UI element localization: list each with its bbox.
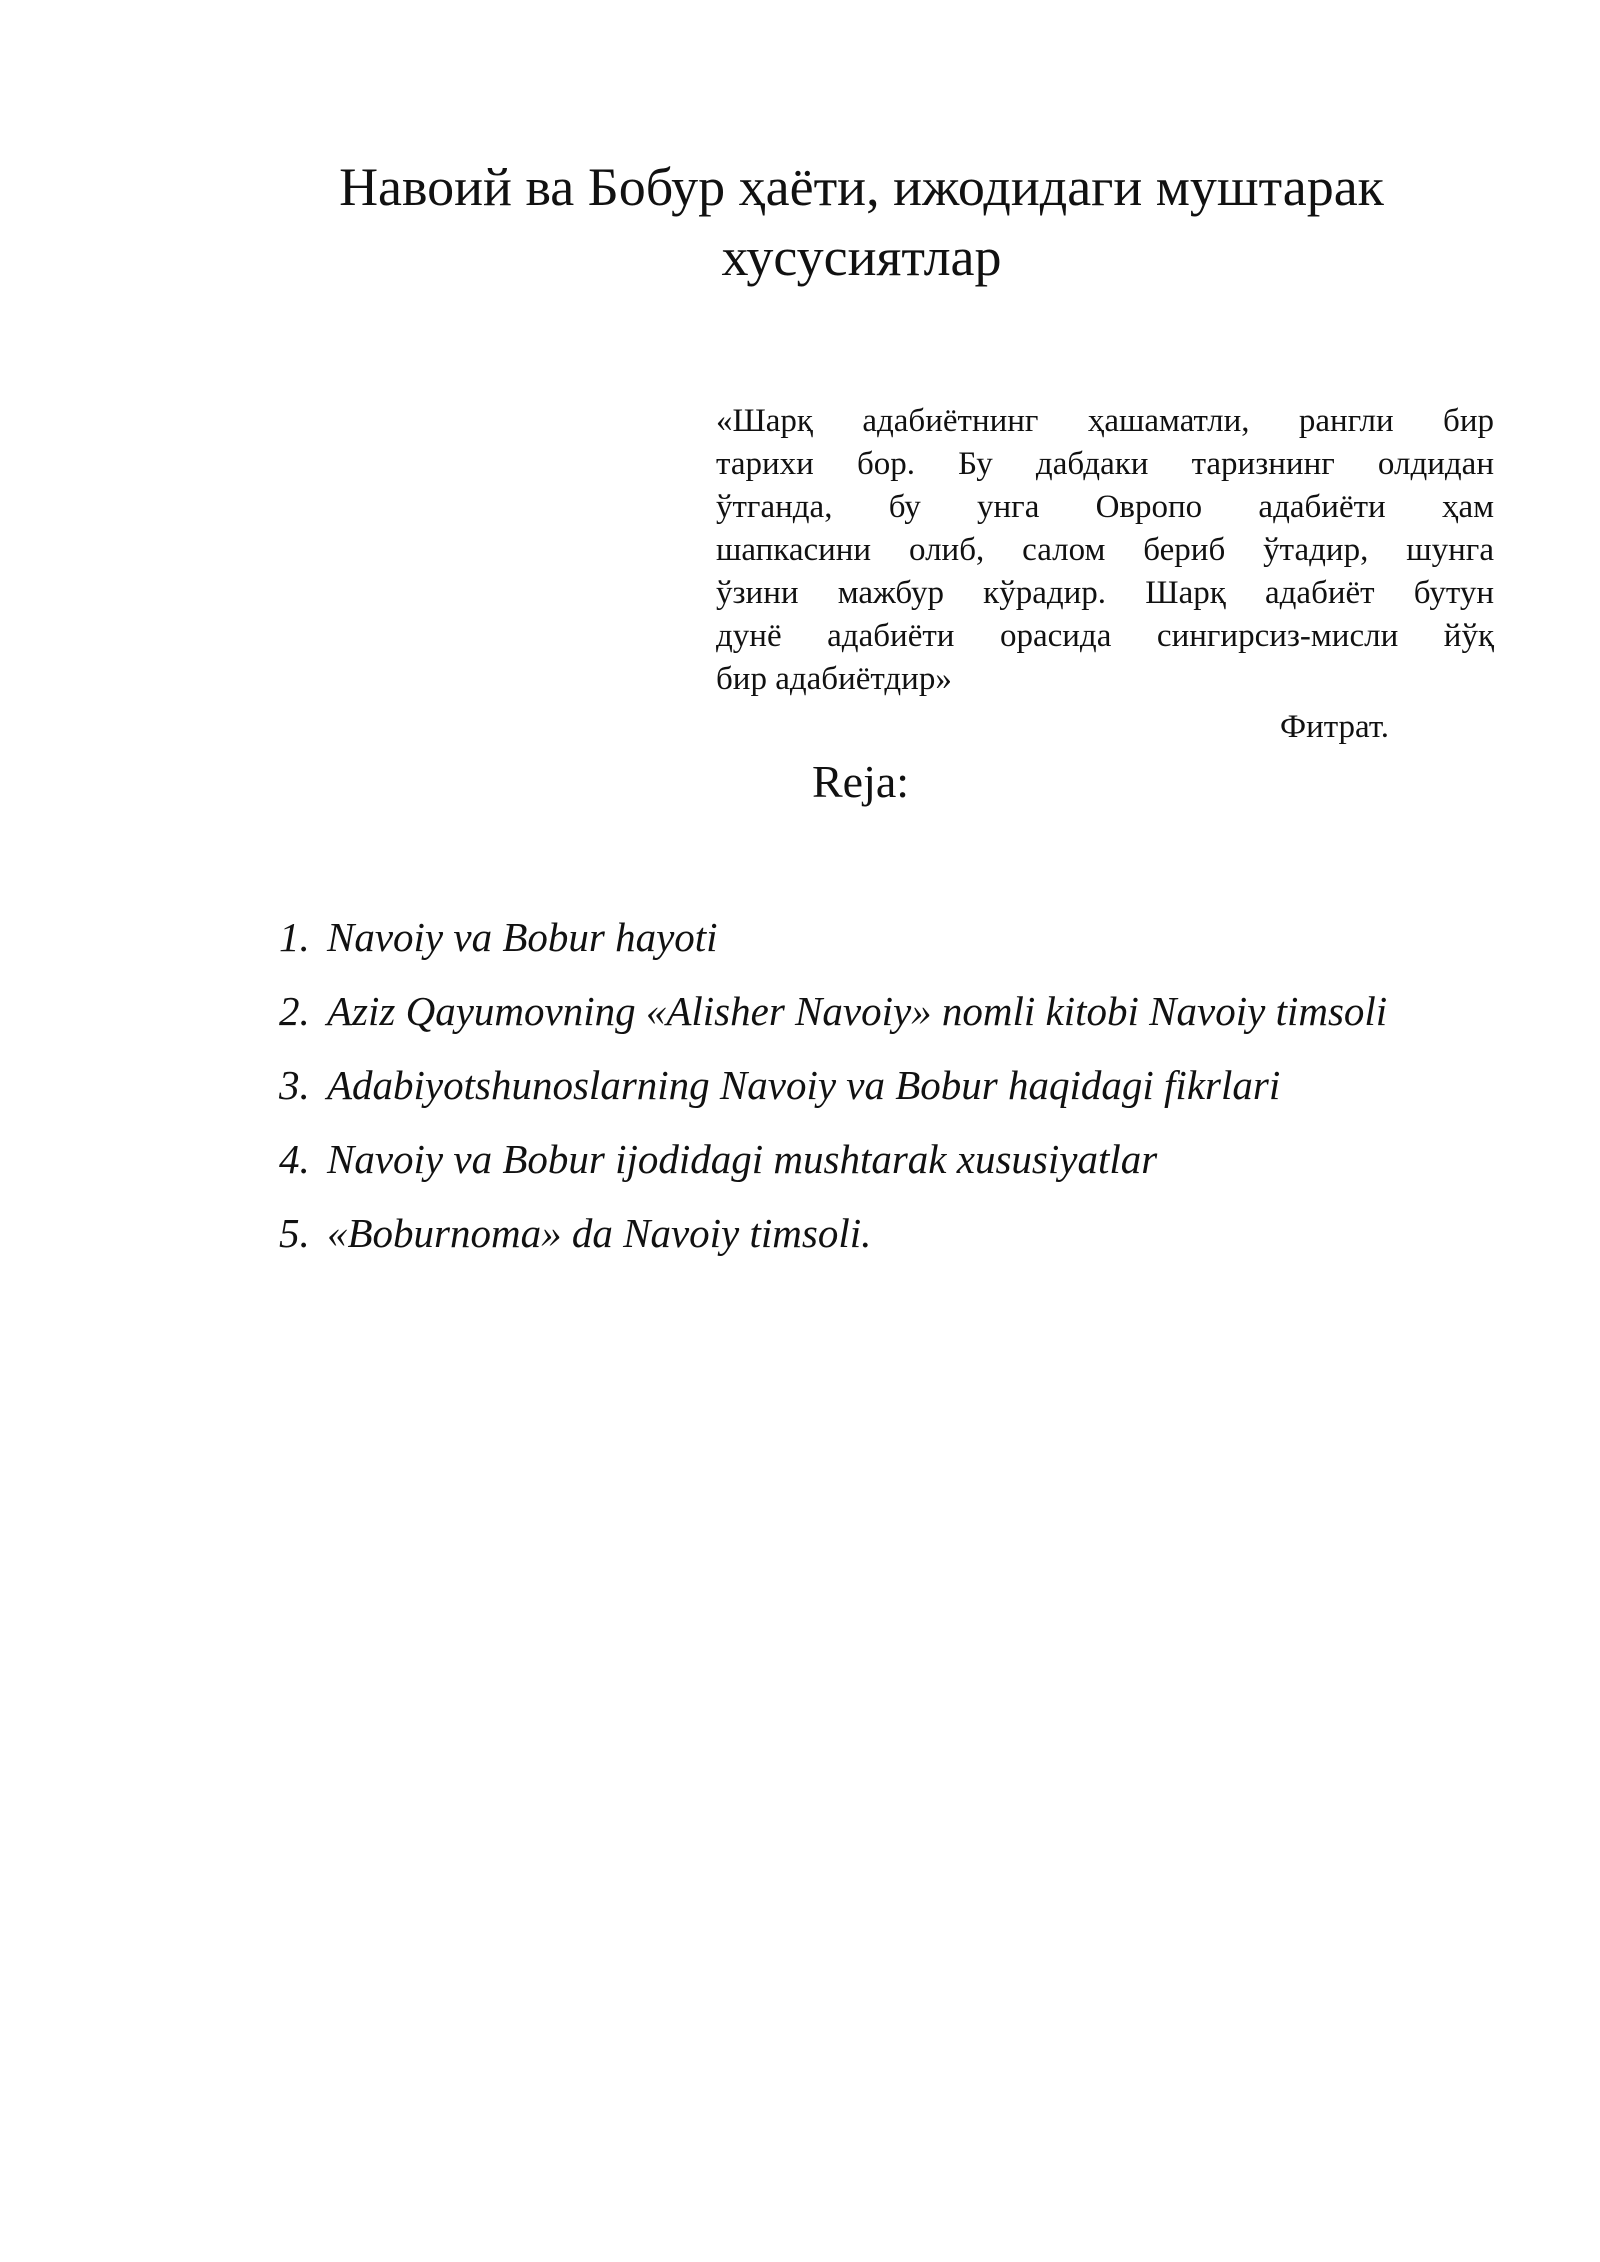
plan-item-number: 5.: [279, 1210, 310, 1256]
plan-item-number: 1.: [279, 914, 310, 960]
document-title: [0, 152, 1600, 292]
plan-item: [279, 912, 1387, 962]
epigraph-line: бир адабиётдир»: [716, 661, 952, 697]
plan-item-number: 3.: [279, 1062, 310, 1108]
plan-item-text: Navoiy va Bobur hayoti: [327, 914, 718, 960]
epigraph-line: дунё адабиёти орасида сингирсиз-мисли йўқ: [716, 618, 1494, 654]
plan-item-text: Aziz Qayumovning «Alisher Navoiy» nomli kitobi Navoiy timsoli: [327, 988, 1388, 1034]
plan-item-text: «Boburnoma» da Navoiy timsoli.: [327, 1210, 872, 1256]
epigraph-line: тарихи бор. Бу дабдаки таризнинг олдидан: [716, 446, 1494, 482]
epigraph-line: ўтганда, бу унга Овропо адабиёти ҳам: [716, 489, 1494, 525]
plan-item: [279, 986, 1387, 1036]
plan-item: [279, 1134, 1387, 1184]
epigraph-quote: [716, 400, 1494, 701]
epigraph-line: ўзини мажбур кўрадир. Шарқ адабиёт бутун: [716, 575, 1494, 611]
plan-item: [279, 1060, 1387, 1110]
plan-item-number: 4.: [279, 1136, 310, 1182]
title-line-1: Навоий ва Бобур ҳаёти, ижодидаги муштарак: [339, 157, 1384, 217]
plan-heading: Reja:: [812, 756, 910, 807]
plan-list: [279, 912, 1387, 1282]
plan-item: [279, 1208, 1387, 1258]
title-line-2: хусусиятлар: [721, 227, 1002, 287]
plan-item-text: Adabiyotshunoslarning Navoiy va Bobur haqidagi fikrlari: [327, 1062, 1281, 1108]
plan-item-number: 2.: [279, 988, 310, 1034]
epigraph-line: «Шарқ адабиётнинг ҳашаматли, рангли бир: [716, 403, 1494, 439]
epigraph-author: Фитрат.: [1280, 709, 1390, 745]
epigraph-line: шапкасини олиб, салом бериб ўтадир, шунга: [716, 532, 1494, 568]
plan-item-text: Navoiy va Bobur ijodidagi mushtarak xususiyatlar: [327, 1136, 1158, 1182]
